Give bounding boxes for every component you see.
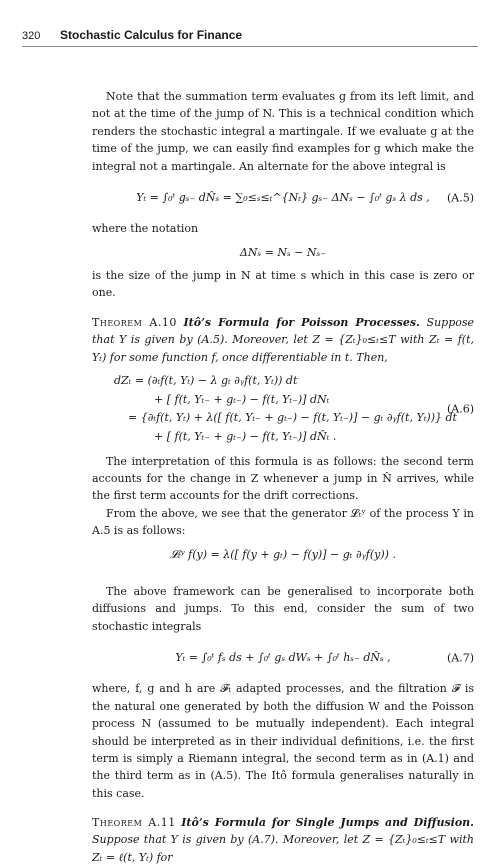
paragraph-1: Note that the summation term evaluates g from its left limit, and not at the time of the jump of N. This is a technical condition which renders the stochastic integral a martingale. If we evaluate g at the time of the jump, we can easily find examples for g which make the integral not a martingale. An alternate for the above integral is (92, 90, 474, 173)
equation-a6-line-2: + [ f(t, Yₜ₋ + gₜ₋) − f(t, Yₜ₋)] dNₜ (154, 392, 330, 406)
theorem-a10-title: Itô’s Formula for Poisson Processes. (183, 315, 420, 329)
theorem-a11-title: Itô’s Formula for Single Jumps and Diffusion. (181, 816, 475, 829)
running-title: Stochastic Calculus for Finance (60, 28, 243, 42)
equation-delta-n-body: ΔNₛ = Nₛ − Nₛ₋ (239, 245, 327, 259)
theorem-a10-label: Theorem A.10 (92, 315, 177, 329)
theorem-a11 (92, 814, 474, 866)
theorem-a10 (92, 314, 474, 366)
equation-a5 (92, 181, 474, 214)
equation-a6-line-4: + [ f(t, Yₜ₋ + gₜ₋) − f(t, Yₜ₋)] dN̂ₜ . (154, 429, 337, 443)
equation-delta-n (92, 244, 474, 261)
equation-a6-line-3: = {∂ₜf(t, Yₜ) + λ([ f(t, Yₜ₋ + gₜ₋) − f(t, Yₜ₋)] − gₜ ∂ᵧf(t, Yₜ))} dt (128, 411, 457, 425)
spacer (92, 569, 474, 583)
equation-generator (92, 546, 474, 563)
equation-a5-tag: (A.5) (446, 190, 474, 204)
paragraph-7: where, f, g and h are 𝓕ₜ adapted processes, and the filtration 𝓕 is the natural one generated by both the diffusion W and the Poisson process N (assumed to be mutually independent). Each integral should be interpreted as in their individual definitions, i.e. the first term is simply a Riemann integral, the second term as in (A.1) and the third term as in (A.5). The Itô formula generalises naturally in this case. (92, 682, 474, 800)
equation-a7-body: Yₜ = ∫₀ᵗ fₛ ds + ∫₀ᵗ gₛ dWₛ + ∫₀ᵗ hₛ₋ dN̂ₛ , (175, 651, 391, 664)
theorem-a11-text: Suppose that Y is given by (A.7). Moreover, let Z = {Zₜ}₀≤ₜ≤T with Zₜ = ℓ(t, Yₜ) for (92, 833, 474, 864)
running-header (22, 24, 478, 47)
paragraph-4: The interpretation of this formula is as follows: the second term accounts for the change in Z whenever a jump in N̂ arrives, while the first term accounts for the drift corrections. (92, 454, 474, 503)
equation-a6-line-1: dZₜ = (∂ₜf(t, Yₜ) − λ gₜ ∂ᵧf(t, Yₜ)) dt (114, 373, 298, 387)
paragraph-3: is the size of the jump in N at time s which in this case is zero or one. (92, 269, 474, 300)
equation-a7 (92, 641, 474, 674)
equation-a6 (114, 372, 474, 447)
page-number: 320 (22, 30, 41, 42)
paragraph-6: The above framework can be generalised to incorporate both diffusions and jumps. To this end, consider the sum of two stochastic integrals (92, 584, 474, 633)
paragraph-5: From the above, we see that the generator 𝓛ₜʸ of the process Y in A.5 is as follows: (92, 506, 474, 538)
equation-generator-body: 𝓛ₜʸ f(y) = λ([ f(y + gₜ) − f(y)] − gₜ ∂ᵧf(y)) . (170, 547, 396, 561)
equation-a5-body: Yₜ = ∫₀ᵗ gₛ₋ dN̂ₛ = ∑₀≤ₛ≤ₜ^{Nₜ} gₛ₋ ΔNₛ − ∫₀ᵗ gₛ λ ds , (136, 190, 430, 204)
equation-a7-tag: (A.7) (446, 651, 474, 664)
page-body (92, 88, 474, 866)
paragraph-2: where the notation (92, 222, 199, 236)
theorem-a11-label: Theorem A.11 (92, 816, 176, 829)
theorem-a10-text: Suppose that Y is given by (A.5). Moreover, let Z = {Zₜ}₀≤ₜ≤T with Zₜ = f(t, Yₜ) for some function f, once differentiable in t. Then, (92, 315, 475, 364)
equation-a6-tag: (A.6) (446, 402, 474, 416)
